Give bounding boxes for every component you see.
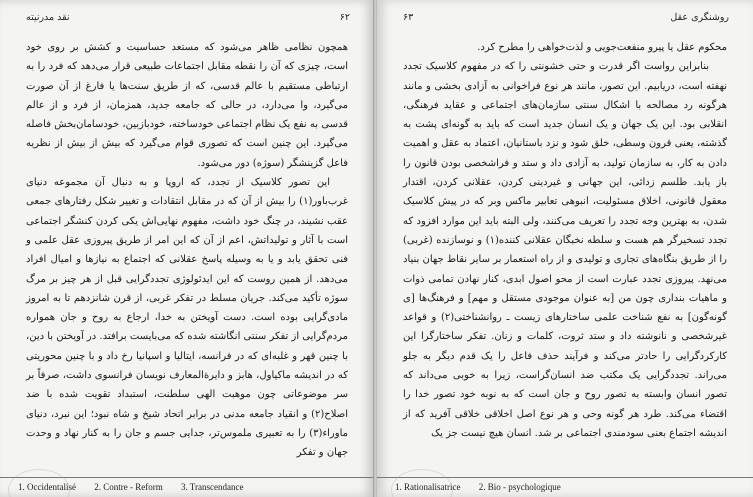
paragraph: همچون نظامی ظاهر می‌شود که مستعد حساسیت و کشش بر روی خود است، چیزی که آن را نقطه مقابل اجتماعات طبیعی قرار می‌دهد که فرد را به ارتباطی مستقیم با عالم قدسی، که از طریق سنت‌ها یا فارغ از آن صورت می‌گیرد، وا می‌دارد، در حالی که جامعه جدید، همزمان، از فرد و از عالم قدسی به نفع یک نظام اجتماعی خودساخته، خودبازبین، خودسامان‌بخش فاصله می‌گیرد. این چنین است که تصوری قوام می‌گیرد که بیش از بیش از نظریه فاعل گزینشگر (سوژه) دور می‌شود.	[26, 42, 348, 169]
paper-mark	[8, 469, 70, 497]
paragraph: بنابراین رواست اگر قدرت و حتی خشونتی را که در مفهوم کلاسیک تجدد نهفته است، دریابیم. این تصور، مانند هر نوع فراخوانی به آزادی بخشی و مانند هرگونه رد مصالحه با اشکال سنتی سازمان‌های اجتماعی و عقاید فرهنگی، انقلابی بود. این یک جهان و یک انسان جدید است که باید به گونه‌ای پشت به گذشته، یعنی قرون وسطی، خلق شود و نزد باستانیان، اعتماد به عقل و اهمیت دادن به کار، به سازمان تولید، به آزادی داد و ستد و فراشخصی بودن قانون را باز یابد. طلسم زدائی، این جهانی و غیردینی کردن، عقلانی کردن، اقتدار معقول قانونی، اخلاق مسئولیت، انبوهی تعابیر ماکس وبر که در پیش کلاسیک شدن، به بهترین وجه تجدد را تعریف می‌کنند، ولی البته باید این موارد افزود که تجدد تسخیرگر هم هست و سلطه نخبگان عقلانی کننده(۱) و نوسازنده (غربی) را از طریق بنگاه‌های تجاری و تولیدی و از راه استعمار بر سایر نقاط جهان بنیاد می‌نهد. پیروزی تجدد عبارت است از محو اصول ابدی، کنار نهادن تمامی ذوات و ماهیات بنداری چون من [به عنوان موجودی مستقل و مهم] و فرهنگ‌ها [ی گونه‌گون] به نفع شناخت علمی ساختارهای زیست ـ روانشناختی(۲) و قواعد غیرشخصی و نانوشته داد و ستد ثروت، کلمات و زنان. تفکر ساختارگرا این کارکردگرایی را حادتر می‌کند و فرآیند حذف فاعل را یک قدم دیگر به جلو می‌راند. تجددگرایی یک مکتب ضد انسان‌گراست، زیرا به خوبی می‌داند که تصور انسان وابسته به تصور روح و جان است که به نوبه خود تصور خدا را اقتضاء می‌کند. طرد هر گونه وحی و هر نوع اصل اخلاقی خلاقی آفرید که از اندیشه اجتماع بعنی سودمندی اجتماعی بر شد. انسان هیچ نیست جز یک	[403, 61, 728, 439]
paragraph: این تصور کلاسیک از تجدد، که اروپا و به دنبال آن مجموعه دنیای غرب‌باور(۱) را بیش از آن که در مقابل انتقادات و تغییر شکل رفتارهای جمعی عقب نشیند، در چنگ خود داشت، مفهوم نهایی‌اش یکی کردن کنشگر اجتماعی است با آثار و تولیداتش، اعم از آن که این امر از طریق پیروزی عقل علمی و فنی تحقق یابد و یا به وسیله پاسخ عقلانی که اجتماع به نیازها و امیال افراد می‌دهد. از همین روست که این ایدئولوژی تجددگرایی قبل از هر چیز بر مرگ سوژه تأکید می‌کند. جریان مسلط در تفکر غربی، از قرن شانزدهم تا به امروز مادی‌گرایی بوده است. دست آویختن به خدا، ارجاع به روح و جان همواره مردم‌گرایی از تفکر سنتی انگاشته شده که می‌بایست برافتد. در آویختن با دین، با چنین قهر و غلبه‌ای که در فرانسه، ایتالیا و اسپانیا رخ داد و با چنین محوریتی که در اندیشه ماکیاول، هابز و دایرةالمعارف نویسان فرانسوی داشت، صرفاً بر سر موضوعاتی چون موهبت الهی سلطنت، استبداد تقویت شده با ضد اصلاح(۲) و انقیاد جامعه مدنی در برابر اتحاد شیخ و شاه نبود؛ این نبرد، دنیای ماوراء(۳) را به تعبیری ملموس‌تر، جدایی جسم و جان را به کنار نهاد و وحدت جهان و تفکر	[26, 177, 348, 459]
paper-mark	[391, 469, 453, 497]
footnote: 2. Bio - psychologique	[478, 482, 561, 492]
left-page	[0, 0, 374, 497]
left-page-header	[26, 12, 350, 26]
running-title: روشنگری عقل	[670, 12, 729, 23]
footnote: 1. Rationalisatrice	[395, 482, 461, 492]
page-number: ۶۳	[403, 12, 414, 23]
running-title: نقد مدرنیته	[26, 12, 70, 23]
page-number: ۶۲	[339, 12, 350, 23]
right-page-header	[403, 12, 729, 26]
paragraph: محکوم عقل یا پیرو منفعت‌جویی و لذت‌خواهی را مطرح کرد.	[477, 42, 727, 53]
footnote: 3. Transcendance	[180, 482, 244, 492]
footnote: 2. Contre - Reform	[94, 482, 163, 492]
footnote: 1. Occidentalisé	[18, 482, 76, 492]
right-page	[377, 0, 753, 497]
left-page-body	[26, 38, 348, 463]
right-page-body	[403, 38, 727, 443]
